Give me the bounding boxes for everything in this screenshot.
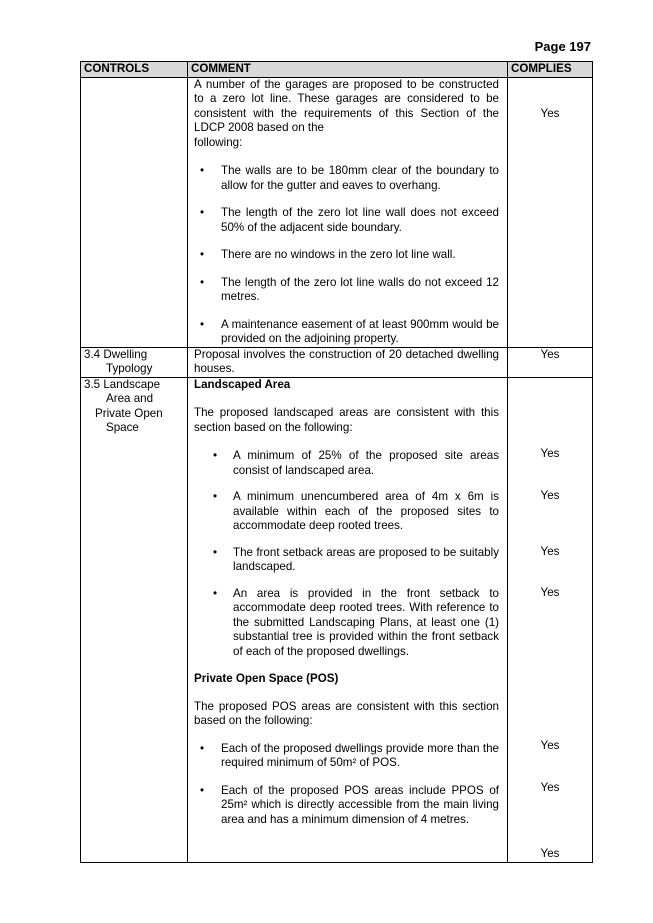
list-item: • A minimum unencumbered area of 4m x 6m is available within each of the proposed sites to accommodate deep rooted trees.: [213, 490, 499, 532]
landscaped-intro: The proposed landscaped areas are consistent with this section based on the following:: [194, 406, 499, 434]
complies-value: Yes: [540, 446, 560, 460]
controls-table: [80, 61, 593, 863]
list-item: • The walls are to be 180mm clear of the boundary to allow for the gutter and eaves to overhang.: [200, 164, 499, 192]
bullet-icon: •: [200, 248, 205, 261]
pos-bullet-list: [194, 742, 499, 828]
control-label: 3.4 Dwelling: [84, 347, 148, 361]
list-item: • Each of the proposed POS areas include PPOS of 25m² which is directly accessible from the main living area and has a minimum dimension of 4 metres.: [200, 783, 499, 826]
list-item: • An area is provided in the front setback to accommodate deep rooted trees. With reference to the submitted Landscaping Plans, at least one (1) substantial tree is provided within the front setback of each of the proposed dwellings.: [213, 586, 499, 658]
control-cell: [81, 347, 188, 377]
complies-cell: [508, 77, 593, 347]
control-label: 3.5 Landscape: [84, 377, 161, 391]
list-item: • A minimum of 25% of the proposed site areas consist of landscaped area.: [213, 449, 499, 477]
page-number: Page 197: [534, 39, 591, 54]
list-item: • The front setback areas are proposed to be suitably landscaped.: [213, 545, 499, 573]
complies-value: Yes: [540, 780, 560, 794]
control-label-cont: Private Open: [95, 406, 163, 420]
intro-line: following:: [194, 135, 243, 149]
complies-value: Yes: [540, 488, 560, 502]
complies-value: Yes: [540, 585, 560, 599]
bullet-icon: •: [213, 586, 218, 600]
list-item: • A maintenance easement of at least 900mm would be provided on the adjoining property.: [200, 317, 499, 345]
pos-intro: The proposed POS areas are consistent with this section based on the following:: [194, 699, 499, 727]
header-controls: CONTROLS: [81, 62, 188, 78]
bullet-icon: •: [200, 275, 205, 289]
bullet-icon: •: [200, 164, 205, 177]
header-complies: COMPLIES: [508, 62, 593, 78]
complies-value: Yes: [540, 544, 560, 558]
complies-value: Yes: [540, 347, 560, 361]
bullet-icon: •: [213, 490, 218, 503]
list-item: • Each of the proposed dwellings provide more than the required minimum of 50m² of POS.: [200, 741, 499, 769]
control-cell: [81, 77, 188, 347]
control-label-cont: Typology: [106, 362, 153, 375]
bullet-icon: •: [213, 545, 218, 559]
comment-cell: [188, 347, 508, 377]
table-header-row: [81, 62, 593, 78]
bullet-icon: •: [213, 449, 218, 462]
intro-line: LDCP 2008 based on the: [194, 121, 324, 134]
complies-cell: [508, 347, 593, 377]
control-label-cont: Space: [106, 421, 139, 434]
complies-value: Yes: [540, 106, 560, 120]
comment-cell: [188, 77, 508, 347]
complies-value: Yes: [540, 846, 560, 860]
table-row: [81, 77, 593, 347]
comment-cell: [188, 377, 508, 862]
list-item: • The length of the zero lot line wall does not exceed 50% of the adjacent side boundary.: [200, 206, 499, 234]
bullet-icon: •: [200, 783, 205, 797]
complies-value: Yes: [540, 738, 560, 752]
intro-line: to a zero lot line. These garages are considered to be: [194, 92, 499, 105]
complies-cell: [508, 377, 593, 862]
control-cell: [81, 377, 188, 862]
garage-intro: [194, 78, 499, 151]
bullet-icon: •: [200, 317, 205, 331]
list-item: • The length of the zero lot line walls do not exceed 12 metres.: [200, 275, 499, 303]
bullet-icon: •: [200, 741, 205, 755]
intro-line: consistent with the requirements of this Section of the: [194, 106, 499, 120]
landscaped-area-heading: Landscaped Area: [194, 377, 291, 391]
table-row: [81, 347, 593, 377]
control-label-cont: Area and: [106, 392, 154, 405]
comment-text: Proposal involves the construction of 20 detached dwelling houses.: [194, 347, 499, 375]
table-row: [81, 377, 593, 862]
pos-heading: Private Open Space (POS): [194, 672, 339, 685]
bullet-icon: •: [200, 206, 205, 219]
garage-bullet-list: [194, 164, 499, 347]
intro-line: A number of the garages are proposed to be constructed: [194, 77, 499, 91]
list-item: • There are no windows in the zero lot line wall.: [200, 248, 456, 261]
landscaped-bullet-list: [194, 449, 499, 659]
header-comment: COMMENT: [188, 62, 508, 78]
